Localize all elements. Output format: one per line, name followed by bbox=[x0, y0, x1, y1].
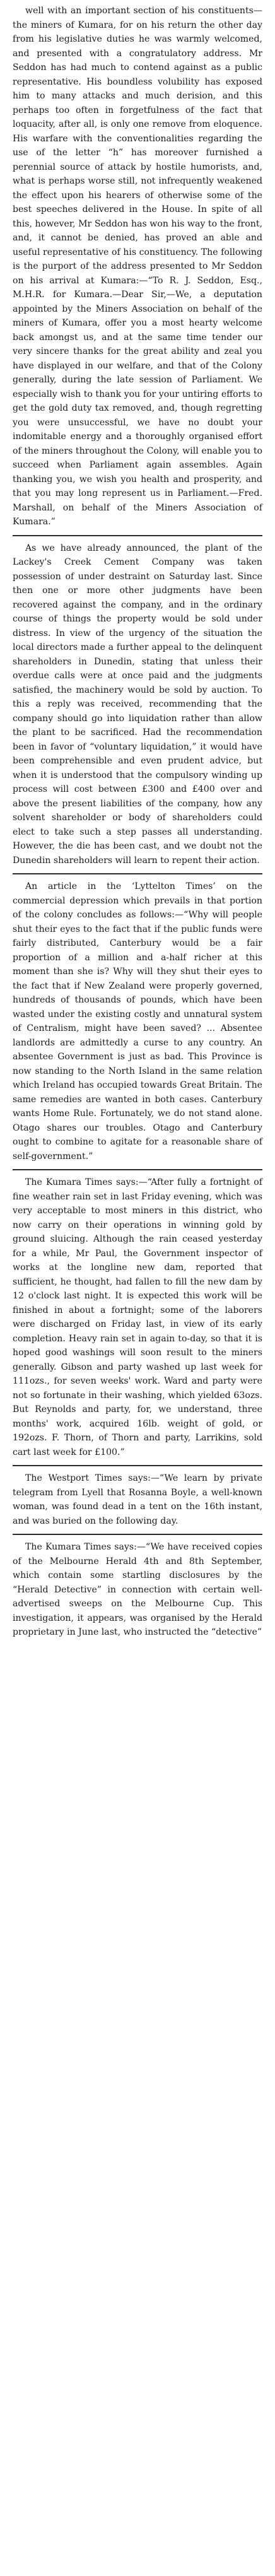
column-divider bbox=[13, 1169, 262, 1170]
article-paragraph-lyttelton-times: An article in the ‘Lyttelton Times’ on the commercial depression which prevails in that portion of the colony concludes as follows:—“Why will people shut their eyes to the fact that if the public funds were fairly distributed, Canterbury would be a fair proportion of a million and a-half richer at this moment than she is? Why will they shut their eyes to the fact that if New Zealand were properly governed, hundreds of thousands of pounds, which have been wasted under the existing costly and unnatural system of Centralism, might have been saved? ... Absentee landlords are admittedly a curse to any country. An absentee Government is just as bad. This Province is now standing to the North Island in the same relation which Ireland has occupied towards Great Britain. The same remedies are wanted in both cases. Canterbury wants Home Rule. Fortunately, we do not stand alone. Otago shares our troubles. Otago and Canterbury ought to combine to agitate for a reasonable share of self-government.” bbox=[13, 881, 262, 1162]
article-paragraph-westport-times: The Westport Times says:—“We learn by private telegram from Lyell that Rosanna Boyle, a well-known woman, was found dead in a tent on the 16th instant, and was buried on the following day. bbox=[13, 1473, 262, 1526]
article-paragraph-cement-company: As we have already announced, the plant of the Lackey's Creek Cement Company was taken possession of under destraint on Saturday last. Since then one or more other judgments have been recovered against the company, and in the ordinary course of things the property would be sold under distress. In view of the urgency of the situation the local directors made a further appeal to the delinquent shareholders in Dunedin, stating that unless their overdue calls were at once paid and the judgments satisfied, the machinery would be sold by auction. To this a reply was received, recommending that the company should go into liquidation rather than allow the plant to be sacrificed. Had the recommendation been in favor of “voluntary liquidation,” it would have been comprehensible and even prudent advice, but when it is understood that the compulsory winding up process will cost between £300 and £400 over and above the present liabilities of the company, how any solvent shareholder or body of shareholders could elect to take such a step passes all understanding. However, the die has been cast, and we doubt not the Dunedin shareholders will learn to repent their action. bbox=[13, 543, 262, 866]
column-divider bbox=[13, 1465, 262, 1466]
article-paragraph-kumara-times-rain: The Kumara Times says:—“After fully a fortnight of fine weather rain set in last Friday evening, which was very acceptable to most miners in this district, who now carry on their operations in winning gold by ground sluicing. Although the rain ceased yesterday for a while, Mr Paul, the Government inspector of works at the longline new dam, reported that sufficient, he thought, had fallen to fill the new dam by 12 o'clock last night. It is expected this work will be finished in about a fortnight; some of the laborers were discharged on Friday last, in view of its early completion. Heavy rain set in again to-day, so that it is hoped good washings will soon result to the miners generally. Gibson and party washed up last week for 111ozs., for seven weeks' work. Ward and party were not so fortunate in their washing, which yielded 63ozs. But Reynolds and party, for, we understand, three months' work, acquired 16lb. weight of gold, or 192ozs. F. Thorn, of Thorn and party, Larrikins, sold cart last week for £100.” bbox=[13, 1177, 262, 1457]
article-paragraph-kumara-times-herald: The Kumara Times says:—“We have received copies of the Melbourne Herald 4th and 8th September, which contain some startling disclosures by the “Herald Detective” in connection with certain well-advertised sweeps on the Melbourne Cup. This investigation, it appears, was organised by the Herald proprietary in June last, who instructed the “detective” bbox=[13, 1542, 262, 1637]
column-divider bbox=[13, 1534, 262, 1535]
column-divider bbox=[13, 873, 262, 874]
article-paragraph-seddon: well with an important section of his constituents—the miners of Kumara, for on his return the other day from his legislative duties he was warmly welcomed, and presented with a congratulatory address. Mr Seddon has had much to contend against as a public representative. His boundless volubility has exposed him to many attacks and much derision, and this perhaps too often in forgetfulness of the fact that loquacity, after all, is only one remove from eloquence. His warfare with the conventionalities regarding the use of the letter “h” has moreover furnished a perennial source of attack by hostile humorists, and, what is perhaps worse still, not infrequently weakened the effect upon his hearers of otherwise some of the best speeches delivered in the House. In spite of all this, however, Mr Seddon has won his way to the front, and, it cannot be denied, has proved an able and useful representative of his constituency. The following is the purport of the address presented to Mr Seddon on his arrival at Kumara:—“To R. J. Seddon, Esq., M.H.R. for Kumara.—Dear Sir,—We, a deputation appointed by the Miners Association on behalf of the miners of Kumara, offer you a most hearty welcome back amongst us, and at the same time tender our very sincere thanks for the great ability and zeal you have displayed in our welfare, and that of the Colony generally, during the late session of Parliament. We especially wish to thank you for your untiring efforts to get the gold duty tax removed, and, though regretting you were unsuccessful, we have no doubt your indomitable energy and a thoroughly organised effort of the miners throughout the Colony, will enable you to succeed when Parliament again assembles. Again thanking you, we wish you health and prosperity, and that you may long represent us in Parliament.—Fred. Marshall, on behalf of the Miners Association of Kumara.” bbox=[13, 6, 262, 527]
column-divider bbox=[13, 535, 262, 536]
newspaper-column bbox=[13, 4, 262, 1640]
